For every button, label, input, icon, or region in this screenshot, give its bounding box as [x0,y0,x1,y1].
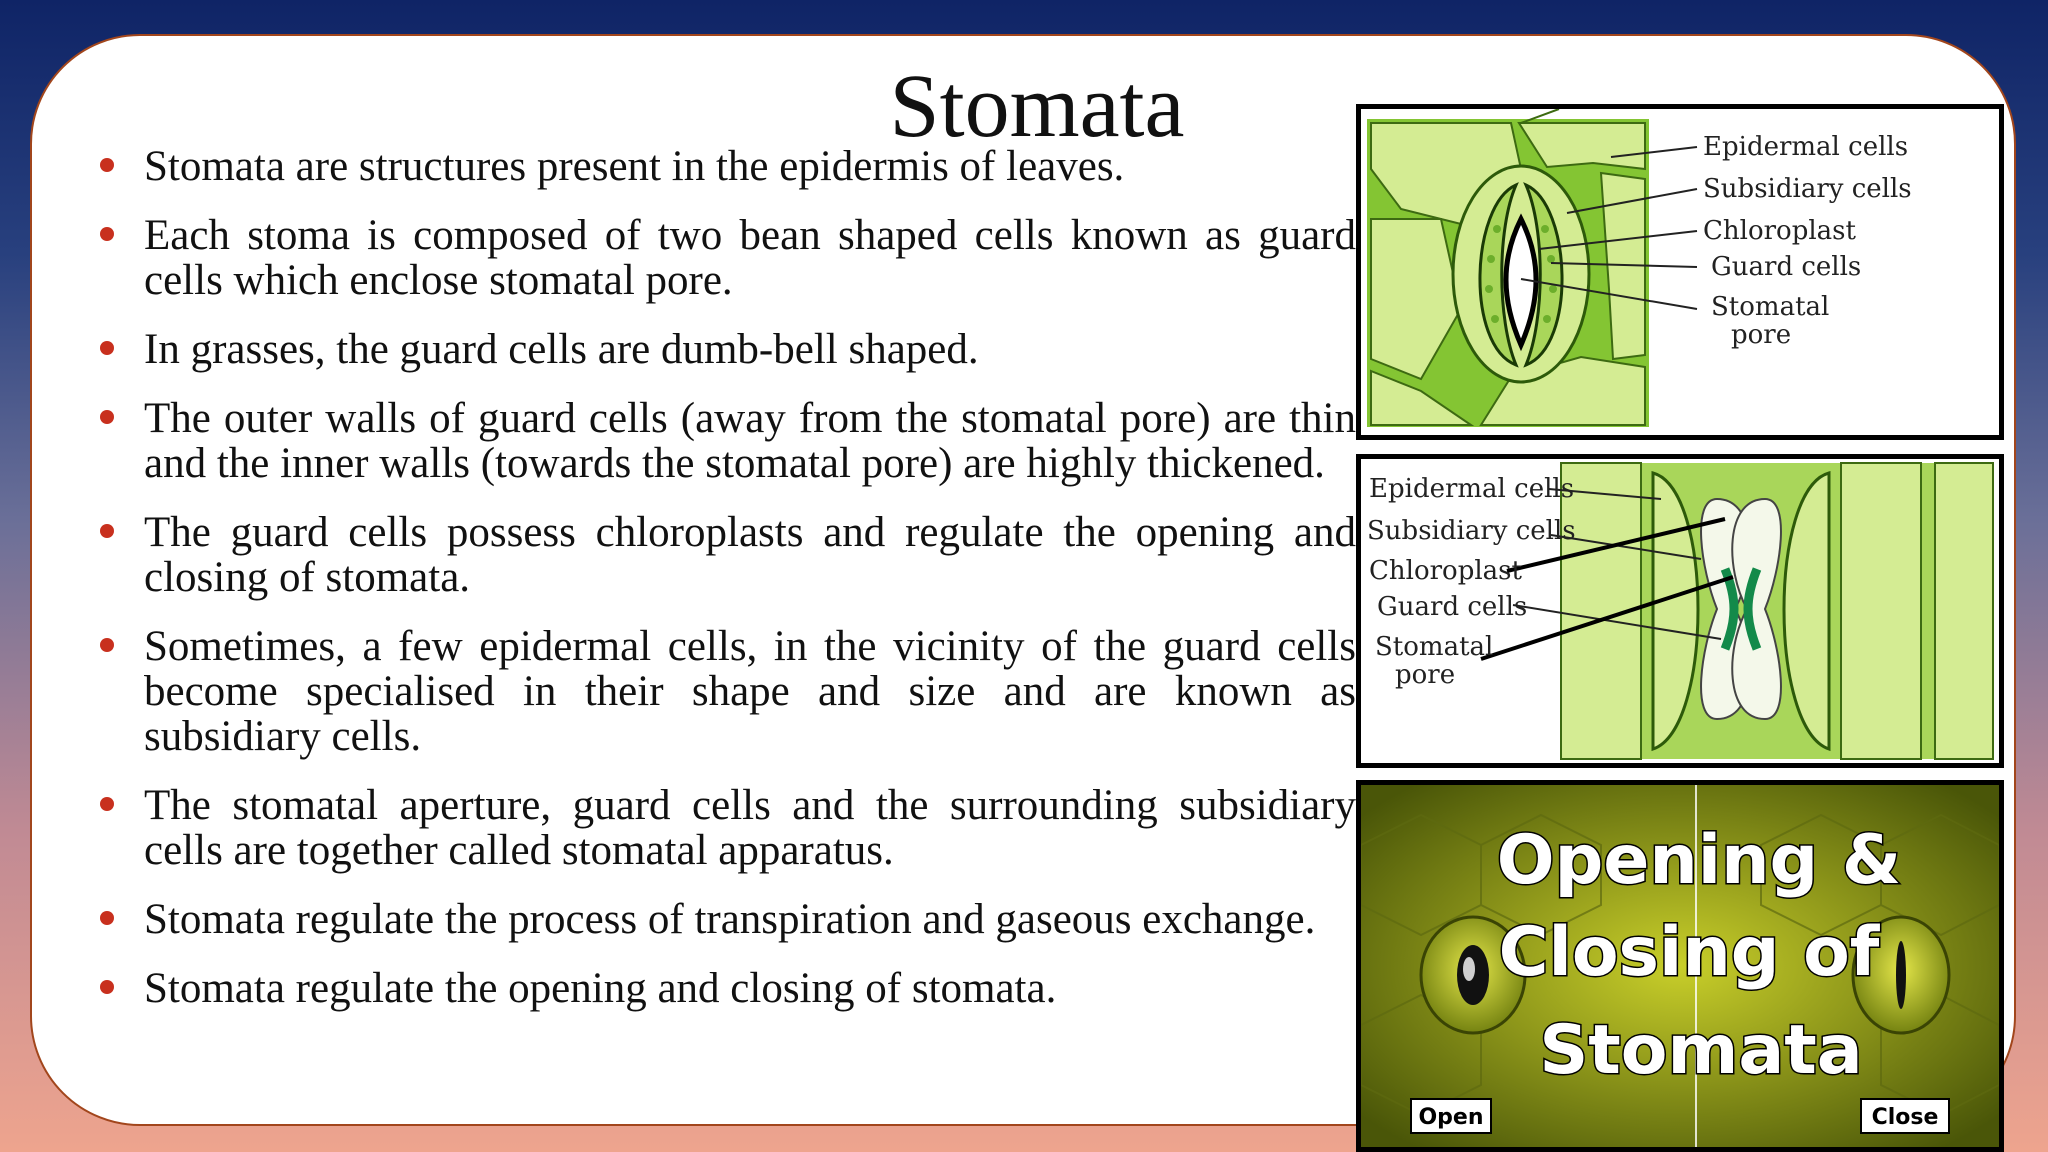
label-pore: pore [1731,320,1792,350]
bullet-item: In grasses, the guard cells are dumb-bell shaped. [80,327,1356,372]
bullet-item: Stomata regulate the process of transpiration and gaseous exchange. [80,897,1356,942]
label-pore-2: pore [1395,660,1456,690]
bullet-item: Sometimes, a few epidermal cells, in the vicinity of the guard cells become specialised in their shape and size and are known as subsidiary cells. [80,624,1356,759]
kidney-stomata-illustration [1361,109,1999,435]
bullet-dot [100,524,114,538]
close-badge [1861,1099,1949,1133]
bullet-dot [100,638,114,652]
label-epidermal-cells: Epidermal cells [1703,132,1909,162]
bullet-dot [100,410,114,424]
open-badge [1411,1099,1491,1133]
close-label: Close [1871,1105,1939,1130]
label-epidermal-cells-2: Epidermal cells [1369,474,1575,504]
video-thumbnail[interactable] [1356,780,2004,1152]
label-subsidiary-cells: Subsidiary cells [1703,174,1912,204]
label-chloroplast: Chloroplast [1703,216,1856,246]
thumbnail-title-line1: Opening & [1496,821,1902,900]
bullet-dot [100,980,114,994]
bullet-item: The stomatal aperture, guard cells and the surrounding subsidiary cells are together called stomatal apparatus. [80,783,1356,873]
slide-title: Stomata [889,57,1185,156]
bullet-item: Each stoma is composed of two bean shaped cells known as guard cells which enclose stomatal pore. [80,213,1356,303]
label-subsidiary-cells-2: Subsidiary cells [1367,516,1576,546]
bullet-dot [100,911,114,925]
stomata-diagram-kidney [1356,104,2004,440]
bullet-item: Stomata regulate the opening and closing of stomata. [80,966,1356,1011]
label-stomatal-2: Stomatal [1375,632,1494,662]
thumbnail-title-line3: Stomata [1539,1011,1863,1090]
thumbnail-title-line2: Closing of [1498,913,1880,992]
label-stomatal: Stomatal [1711,292,1830,322]
bullet-item: Stomata are structures present in the epidermis of leaves. [80,144,1356,189]
label-guard-cells: Guard cells [1711,252,1862,282]
bullet-dot [100,341,114,355]
dumbbell-stomata-illustration [1361,459,1999,763]
bullet-dot [100,797,114,811]
stomata-diagram-dumbbell [1356,454,2004,768]
bullet-list [80,144,1356,1035]
bullet-item: The outer walls of guard cells (away from the stomatal pore) are thin and the inner walls (towards the stomatal pore) are highly thickened. [80,396,1356,486]
bullet-dot [100,158,114,172]
label-guard-cells-2: Guard cells [1377,592,1528,622]
label-chloroplast-2: Chloroplast [1369,556,1522,586]
bullet-item: The guard cells possess chloroplasts and regulate the opening and closing of stomata. [80,510,1356,600]
opening-closing-thumbnail [1361,785,1999,1147]
open-label: Open [1418,1105,1484,1130]
bullet-dot [100,227,114,241]
